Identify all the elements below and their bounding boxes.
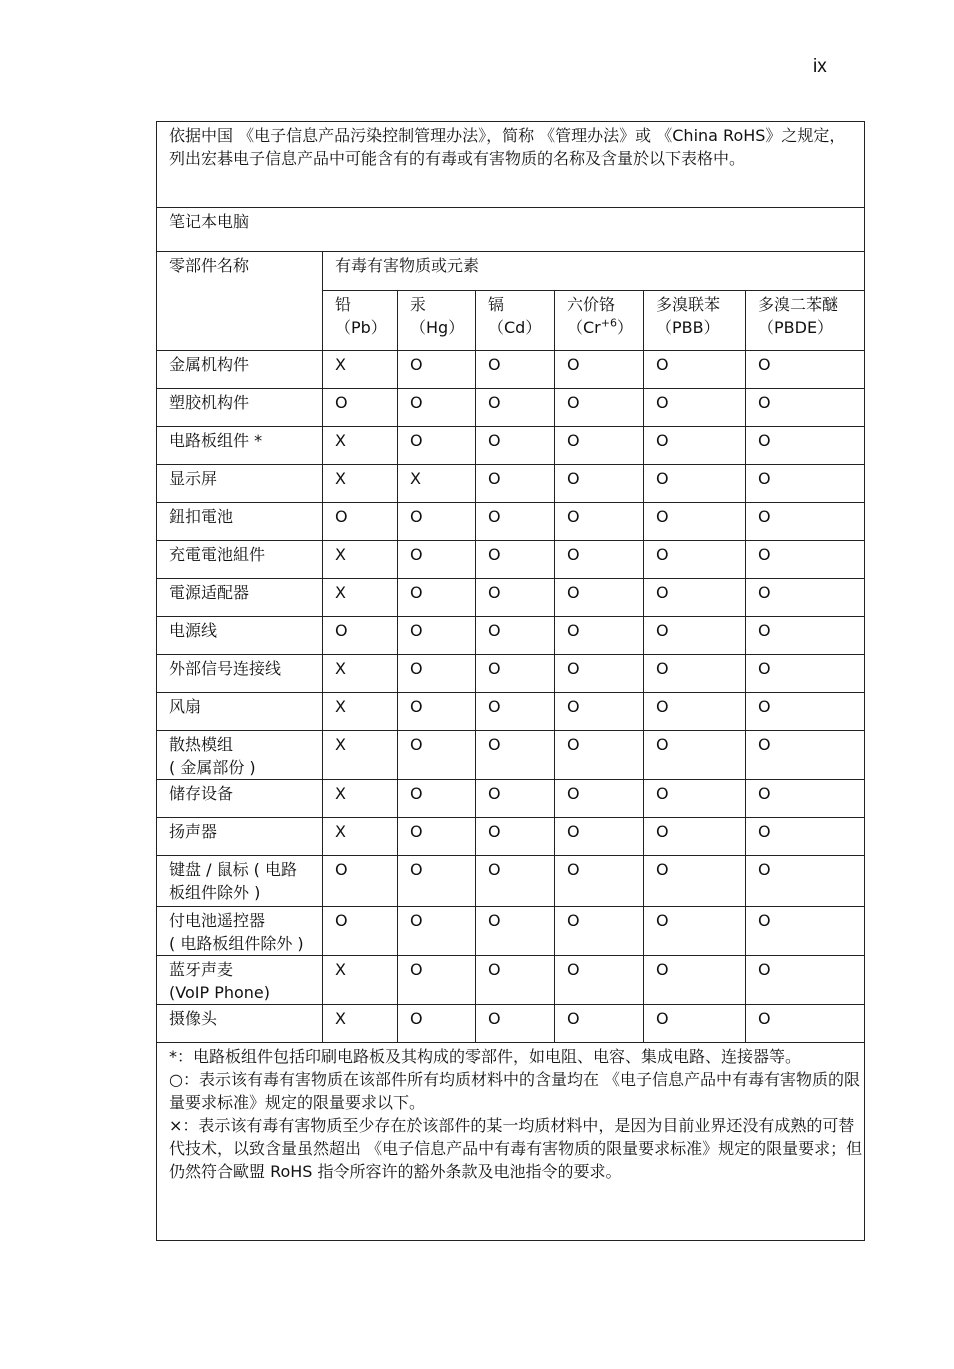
substance-mark-cell: O [644,465,746,503]
substance-mark-cell: O [323,907,398,956]
part-name: 电路板组件 * [169,431,263,450]
column-header-lead [323,291,398,351]
substance-mark-cell: O [746,818,865,856]
substance-mark-cell: O [644,731,746,780]
table-row [157,856,865,907]
note-circle: ○：表示该有毒有害物质在该部件所有均质材料中的含量均在 《电子信息产品中有毒有害物质的限量要求标准》规定的限量要求以下。 [169,1070,861,1112]
substance-mark-cell: O [644,956,746,1005]
part-name: 付电池遥控器 [169,911,266,930]
table-row [157,731,865,780]
column-name: 六价铬 [567,295,616,314]
table-row [157,780,865,818]
substance-mark-cell: O [746,389,865,427]
substance-mark-cell: O [398,856,476,907]
substance-mark-cell: O [476,465,555,503]
substance-mark-cell: O [476,617,555,655]
part-name: 散热模组 [169,735,234,754]
substance-mark-cell: X [323,541,398,579]
table-row [157,351,865,389]
substance-mark-cell: O [323,503,398,541]
substance-mark-cell: O [644,655,746,693]
substance-mark-cell: O [555,1005,644,1043]
substance-mark-cell: O [555,503,644,541]
part-name-cell [157,503,323,541]
part-name: 充電電池組件 [169,545,266,564]
table-row [157,389,865,427]
substance-mark-cell: O [398,389,476,427]
header-row [157,252,865,291]
column-name: 多溴联苯 [656,295,721,314]
substance-mark-cell: O [398,1005,476,1043]
substance-mark-cell: X [323,693,398,731]
substance-mark-cell: O [555,579,644,617]
part-name: 键盘 / 鼠标 ( 电路 [169,860,297,879]
part-name-cell [157,655,323,693]
part-name: 電源适配器 [169,583,250,602]
substance-mark-cell: X [323,1005,398,1043]
column-symbol: （PBDE） [758,318,834,337]
substance-mark-cell: O [398,818,476,856]
substance-mark-cell: O [644,389,746,427]
substance-mark-cell: O [746,1005,865,1043]
part-name: 鈕扣電池 [169,507,234,526]
substance-mark-cell: O [555,907,644,956]
substance-mark-cell: X [323,780,398,818]
substance-mark-cell: O [398,907,476,956]
substance-mark-cell: O [644,818,746,856]
table-row [157,503,865,541]
product-row [157,208,865,252]
substance-mark-cell: O [476,731,555,780]
substance-mark-cell: O [398,351,476,389]
part-name: 金属机构件 [169,355,250,374]
table-row [157,617,865,655]
substance-mark-cell: O [398,956,476,1005]
substance-mark-cell: X [323,351,398,389]
part-name-cell [157,389,323,427]
part-name: 外部信号连接线 [169,659,282,678]
substance-mark-cell: O [644,856,746,907]
part-name-cell [157,579,323,617]
part-name-label: 零部件名称 [169,256,250,275]
substance-mark-cell: O [644,351,746,389]
column-symbol-post: ） [616,318,633,337]
part-name-header [157,252,323,351]
substance-mark-cell: O [555,389,644,427]
part-name-cell [157,731,323,780]
substance-mark-cell: X [323,579,398,617]
column-name: 多溴二苯醚 [758,295,839,314]
substance-mark-cell: X [323,427,398,465]
substance-mark-cell: O [555,427,644,465]
substance-mark-cell: O [644,693,746,731]
substance-mark-cell: O [323,389,398,427]
substance-mark-cell: X [323,818,398,856]
table-row [157,818,865,856]
part-name-cell [157,907,323,956]
intro-row [157,122,865,208]
substance-mark-cell: O [746,579,865,617]
substance-mark-cell: O [555,780,644,818]
note-asterisk: *：电路板组件包括印刷电路板及其构成的零部件，如电阻、电容、集成电路、连接器等。 [169,1047,802,1066]
part-name-line2: 板组件除外 ) [169,883,261,902]
substance-mark-cell: O [644,579,746,617]
column-header-mercury [398,291,476,351]
column-symbol: （PBB） [656,318,720,337]
part-name-cell [157,465,323,503]
substance-mark-cell: O [398,731,476,780]
part-name: 蓝牙声麦 [169,960,234,979]
part-name-cell [157,1005,323,1043]
substance-mark-cell: O [398,579,476,617]
substance-mark-cell: O [476,427,555,465]
part-name-line2: (VoIP Phone) [169,983,270,1002]
intro-cell [157,122,865,208]
table-row [157,655,865,693]
column-symbol: （Pb） [335,318,387,337]
substance-mark-cell: O [555,693,644,731]
substance-mark-cell: O [323,856,398,907]
column-header-pbb [644,291,746,351]
substance-mark-cell: O [644,617,746,655]
substance-mark-cell: O [644,780,746,818]
substance-mark-cell: O [476,1005,555,1043]
substance-mark-cell: O [476,351,555,389]
substance-mark-cell: O [746,731,865,780]
substance-mark-cell: O [476,907,555,956]
substance-mark-cell: O [644,1005,746,1043]
substance-mark-cell: O [323,617,398,655]
substance-mark-cell: O [746,351,865,389]
table-row [157,465,865,503]
part-name: 扬声器 [169,822,218,841]
part-name: 储存设备 [169,784,234,803]
substance-mark-cell: O [746,617,865,655]
table-row [157,693,865,731]
part-name-line2: ( 电路板组件除外 ) [169,934,304,953]
intro-text: 依据中国 《电子信息产品污染控制管理办法》，简称 《管理办法》或 《China RoHS》之规定，列出宏碁电子信息产品中可能含有的有毒或有害物质的名称及含量於以下表格中。 [169,126,846,168]
substance-mark-cell: O [476,856,555,907]
substance-mark-cell: O [476,780,555,818]
part-name-cell [157,617,323,655]
column-name: 汞 [410,295,427,314]
substance-mark-cell: O [746,907,865,956]
substance-mark-cell: X [323,956,398,1005]
substance-mark-cell: O [555,351,644,389]
part-name: 显示屏 [169,469,218,488]
part-name-cell [157,541,323,579]
substance-mark-cell: O [476,579,555,617]
part-name-cell [157,780,323,818]
substance-mark-cell: X [323,465,398,503]
substance-mark-cell: O [555,731,644,780]
substance-mark-cell: O [476,693,555,731]
substance-mark-cell: X [398,465,476,503]
substance-mark-cell: O [746,655,865,693]
column-header-chromium [555,291,644,351]
column-header-cadmium [476,291,555,351]
substance-mark-cell: O [555,541,644,579]
table-row [157,956,865,1005]
part-name-cell [157,956,323,1005]
table-row [157,1005,865,1043]
substances-title: 有毒有害物质或元素 [335,256,480,275]
substance-mark-cell: O [746,427,865,465]
part-name-cell [157,351,323,389]
part-name-cell [157,818,323,856]
notes-cell [157,1043,865,1241]
part-name-cell [157,856,323,907]
substance-mark-cell: O [746,503,865,541]
substance-mark-cell: O [398,655,476,693]
substance-mark-cell: O [398,427,476,465]
substance-mark-cell: O [644,541,746,579]
table-row [157,427,865,465]
column-symbol-superscript: +6 [600,316,617,330]
column-name: 镉 [488,295,505,314]
column-header-pbde [746,291,865,351]
substance-mark-cell: O [644,907,746,956]
substance-mark-cell: O [746,541,865,579]
substance-mark-cell: O [476,655,555,693]
substance-mark-cell: O [476,389,555,427]
substance-mark-cell: O [398,693,476,731]
substance-mark-cell: O [555,818,644,856]
substance-mark-cell: O [476,956,555,1005]
substance-mark-cell: O [746,693,865,731]
substance-mark-cell: O [644,503,746,541]
column-symbol-pre: （Cr [567,318,601,337]
substance-mark-cell: O [398,780,476,818]
part-name: 风扇 [169,697,202,716]
substance-mark-cell: O [555,956,644,1005]
substance-mark-cell: O [398,503,476,541]
part-name-cell [157,693,323,731]
part-name: 塑胶机构件 [169,393,250,412]
page-number: ix [813,56,827,77]
substance-mark-cell: O [555,617,644,655]
note-cross: ×：表示该有毒有害物质至少存在於该部件的某一均质材料中，是因为目前业界还没有成熟的可替代技术，以致含量虽然超出 《电子信息产品中有毒有害物质的限量要求标准》规定的限量要求；但仍然符合歐盟 RoHS 指令所容许的豁外条款及电池指令的要求。 [169,1116,863,1181]
part-name: 电源线 [169,621,218,640]
part-name: 摄像头 [169,1009,218,1028]
table-row [157,541,865,579]
substance-mark-cell: O [555,465,644,503]
substance-mark-cell: X [323,731,398,780]
substance-mark-cell: O [476,503,555,541]
substance-mark-cell: O [398,617,476,655]
substance-mark-cell: O [746,465,865,503]
substance-mark-cell: O [746,956,865,1005]
part-name-cell [157,427,323,465]
substance-mark-cell: O [555,655,644,693]
product-cell: 笔记本电脑 [157,208,865,252]
table-row [157,907,865,956]
notes-row [157,1043,865,1241]
part-name-line2: ( 金属部份 ) [169,758,256,777]
substance-mark-cell: O [746,856,865,907]
substance-mark-cell: O [398,541,476,579]
substance-mark-cell: O [476,818,555,856]
substance-mark-cell: O [644,427,746,465]
substance-mark-cell: O [746,780,865,818]
substance-mark-cell: O [476,541,555,579]
rohs-substance-table [156,121,865,1241]
substance-mark-cell: X [323,655,398,693]
column-symbol: （Cd） [488,318,542,337]
substances-header [323,252,865,291]
substance-mark-cell: O [555,856,644,907]
column-symbol: （Hg） [410,318,465,337]
table-row [157,579,865,617]
column-name: 铅 [335,295,352,314]
